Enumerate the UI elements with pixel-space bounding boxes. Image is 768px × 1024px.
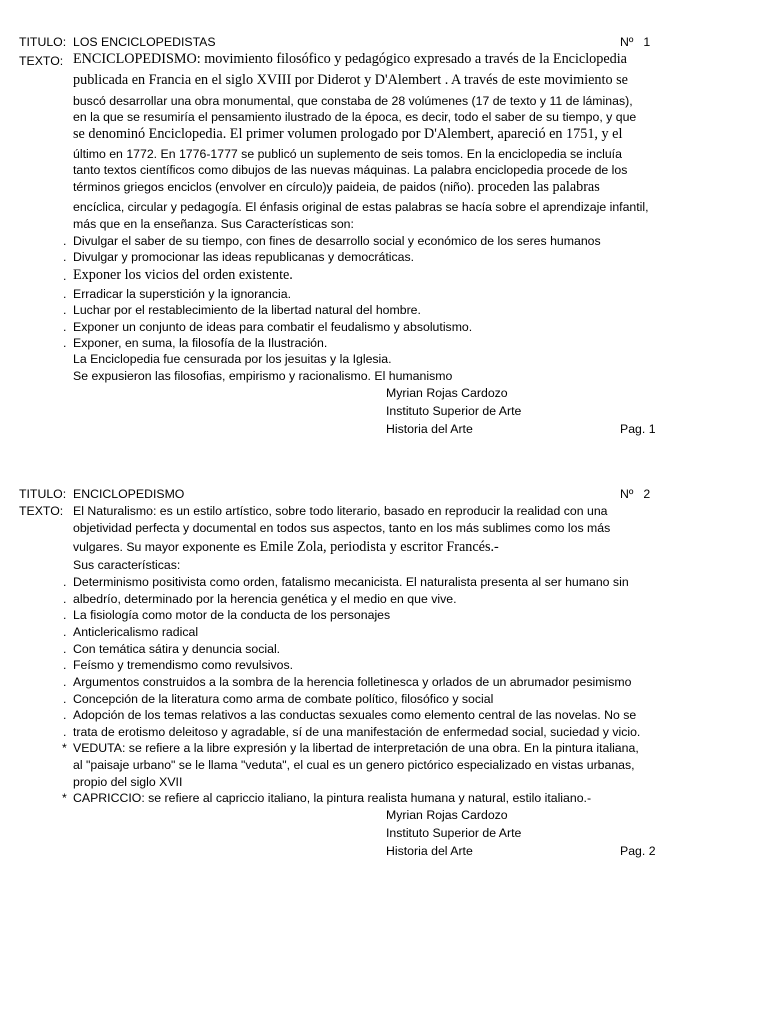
text-line: ENCICLOPEDISMO: movimiento filosófico y pedagógico expresado a través de la Enciclopedia <box>73 51 627 67</box>
bullet-marker: . <box>63 708 67 722</box>
bullet-item: Luchar por el restablecimiento de la libertad natural del hombre. <box>73 303 421 317</box>
bullet-item: Exponer los vicios del orden existente. <box>73 267 293 283</box>
text-segment-serif: proceden las palabras <box>477 179 600 195</box>
bullet-item: trata de erotismo deleitoso y agradable, sí de una manifestación de enfermedad social, suciedad y vicio. <box>73 725 641 739</box>
text-line-mixed <box>73 179 600 196</box>
texto-label: TEXTO: <box>19 54 64 68</box>
bullet-marker: . <box>63 592 67 606</box>
bullet-item: Argumentos construidos a la sombra de la herencia folletinesca y orlados de un abrumador pesimismo <box>73 675 632 689</box>
bullet-item: Divulgar el saber de su tiempo, con fines de desarrollo social y económico de los seres humanos <box>73 234 601 248</box>
numero-value: 1 <box>643 35 651 49</box>
pag-label: Pag. <box>620 844 646 858</box>
bullet-marker: . <box>63 575 67 589</box>
page-number <box>620 34 650 50</box>
bullet-item: Divulgar y promocionar las ideas republicanas y democráticas. <box>73 250 415 264</box>
pag-label: Pag. <box>620 422 646 436</box>
bullet-item: albedrío, determinado por la herencia genética y el medio en que vive. <box>73 592 457 606</box>
text-line: más que en la enseñanza. Sus Características son: <box>73 217 354 231</box>
bullet-marker: * <box>62 791 67 805</box>
text-line: se denominó Enciclopedia. El primer volumen prologado por D'Alembert, apareció en 1751, y el <box>73 126 623 142</box>
bullet-marker: . <box>63 675 67 689</box>
bullet-item: Adopción de los temas relativos a las conductas sexuales como elemento central de las novelas. No se <box>73 708 637 722</box>
text-line: tanto textos científicos como dibujos de las nuevas máquinas. La palabra enciclopedia procede de los <box>73 163 628 177</box>
bullet-item: VEDUTA: se refiere a la libre expresión y la libertad de interpretación de una obra. En la pintura italiana, <box>73 741 639 755</box>
text-line: publicada en Francia en el siglo XVIII por Diderot y D'Alembert . A través de este movimiento se <box>73 72 628 88</box>
titulo-label: TITULO: <box>19 487 67 501</box>
bullet-marker: . <box>63 642 67 656</box>
page-number <box>620 486 650 502</box>
course: Historia del Arte <box>386 422 473 436</box>
bullet-item: Concepción de la literatura como arma de combate político, filosófico y social <box>73 692 494 706</box>
text-line: en la que se resumiría el pensamiento ilustrado de la época, es decir, todo el saber de su tiempo, y que <box>73 110 637 124</box>
text-line: Se expusieron las filosofias, empirismo y racionalismo. El humanismo <box>73 369 453 383</box>
bullet-item: CAPRICCIO: se refiere al capriccio italiano, la pintura realista humana y natural, estilo italiano.- <box>73 791 592 805</box>
bullet-marker: . <box>63 250 67 264</box>
page-title: LOS ENCICLOPEDISTAS <box>73 35 216 49</box>
bullet-item: Exponer, en suma, la filosofía de la Ilustración. <box>73 336 328 350</box>
bullet-marker: . <box>63 269 67 283</box>
page-footer-number <box>620 421 656 437</box>
text-line: último en 1772. En 1776-1777 se publicó un suplemento de seis tomos. En la enciclopedia se incluía <box>73 147 622 161</box>
text-line: El Naturalismo: es un estilo artístico, sobre todo literario, basado en reproducir la realidad con una <box>73 504 608 518</box>
institution: Instituto Superior de Arte <box>386 826 522 840</box>
bullet-marker: . <box>63 608 67 622</box>
text-line: al "paisaje urbano" se le llama "veduta", el cual es un genero pictórico especializado en vistas urbanas, <box>73 758 635 772</box>
text-line: propio del siglo XVII <box>73 775 183 789</box>
text-line-mixed <box>73 539 499 556</box>
bullet-item: Erradicar la superstición y la ignorancia. <box>73 287 292 301</box>
page-footer-number <box>620 843 656 859</box>
text-segment: vulgares. Su mayor exponente es <box>73 540 260 554</box>
bullet-item: Feísmo y tremendismo como revulsivos. <box>73 658 294 672</box>
text-line: Sus características: <box>73 558 181 572</box>
text-segment: términos griegos enciclos (envolver en círculo)y paideia, de paidos (niño). <box>73 180 478 194</box>
author: Myrian Rojas Cardozo <box>386 386 508 400</box>
bullet-marker: . <box>63 625 67 639</box>
text-line: encíclica, circular y pedagogía. El énfasis original de estas palabras se hacía sobre el aprendizaje infantil, <box>73 200 649 214</box>
text-segment-serif: Emile Zola, periodista y escritor Francés.- <box>259 539 499 555</box>
bullet-marker: . <box>63 303 67 317</box>
bullet-item: Determinismo positivista como orden, fatalismo mecanicista. El naturalista presenta al ser humano sin <box>73 575 629 589</box>
bullet-item: Con temática sátira y denuncia social. <box>73 642 281 656</box>
pag-value: 1 <box>648 422 656 436</box>
bullet-marker: * <box>62 741 67 755</box>
bullet-item: Exponer un conjunto de ideas para combatir el feudalismo y absolutismo. <box>73 320 473 334</box>
text-line: La Enciclopedia fue censurada por los jesuitas y la Iglesia. <box>73 352 392 366</box>
bullet-marker: . <box>63 336 67 350</box>
bullet-marker: . <box>63 658 67 672</box>
author: Myrian Rojas Cardozo <box>386 808 508 822</box>
text-line: objetividad perfecta y documental en todos sus aspectos, tanto en los más sublimes como los más <box>73 521 611 535</box>
pag-value: 2 <box>648 844 656 858</box>
text-line: buscó desarrollar una obra monumental, que constaba de 28 volúmenes (17 de texto y 11 de láminas), <box>73 94 633 108</box>
numero-label: Nº <box>620 35 634 49</box>
texto-label: TEXTO: <box>19 504 64 518</box>
course: Historia del Arte <box>386 844 473 858</box>
bullet-item: La fisiología como motor de la conducta de los personajes <box>73 608 391 622</box>
titulo-label: TITULO: <box>19 35 67 49</box>
bullet-marker: . <box>63 287 67 301</box>
numero-value: 2 <box>643 487 651 501</box>
bullet-marker: . <box>63 320 67 334</box>
bullet-marker: . <box>63 725 67 739</box>
institution: Instituto Superior de Arte <box>386 404 522 418</box>
bullet-item: Anticlericalismo radical <box>73 625 199 639</box>
numero-label: Nº <box>620 487 634 501</box>
bullet-marker: . <box>63 234 67 248</box>
page-title: ENCICLOPEDISMO <box>73 487 185 501</box>
bullet-marker: . <box>63 692 67 706</box>
